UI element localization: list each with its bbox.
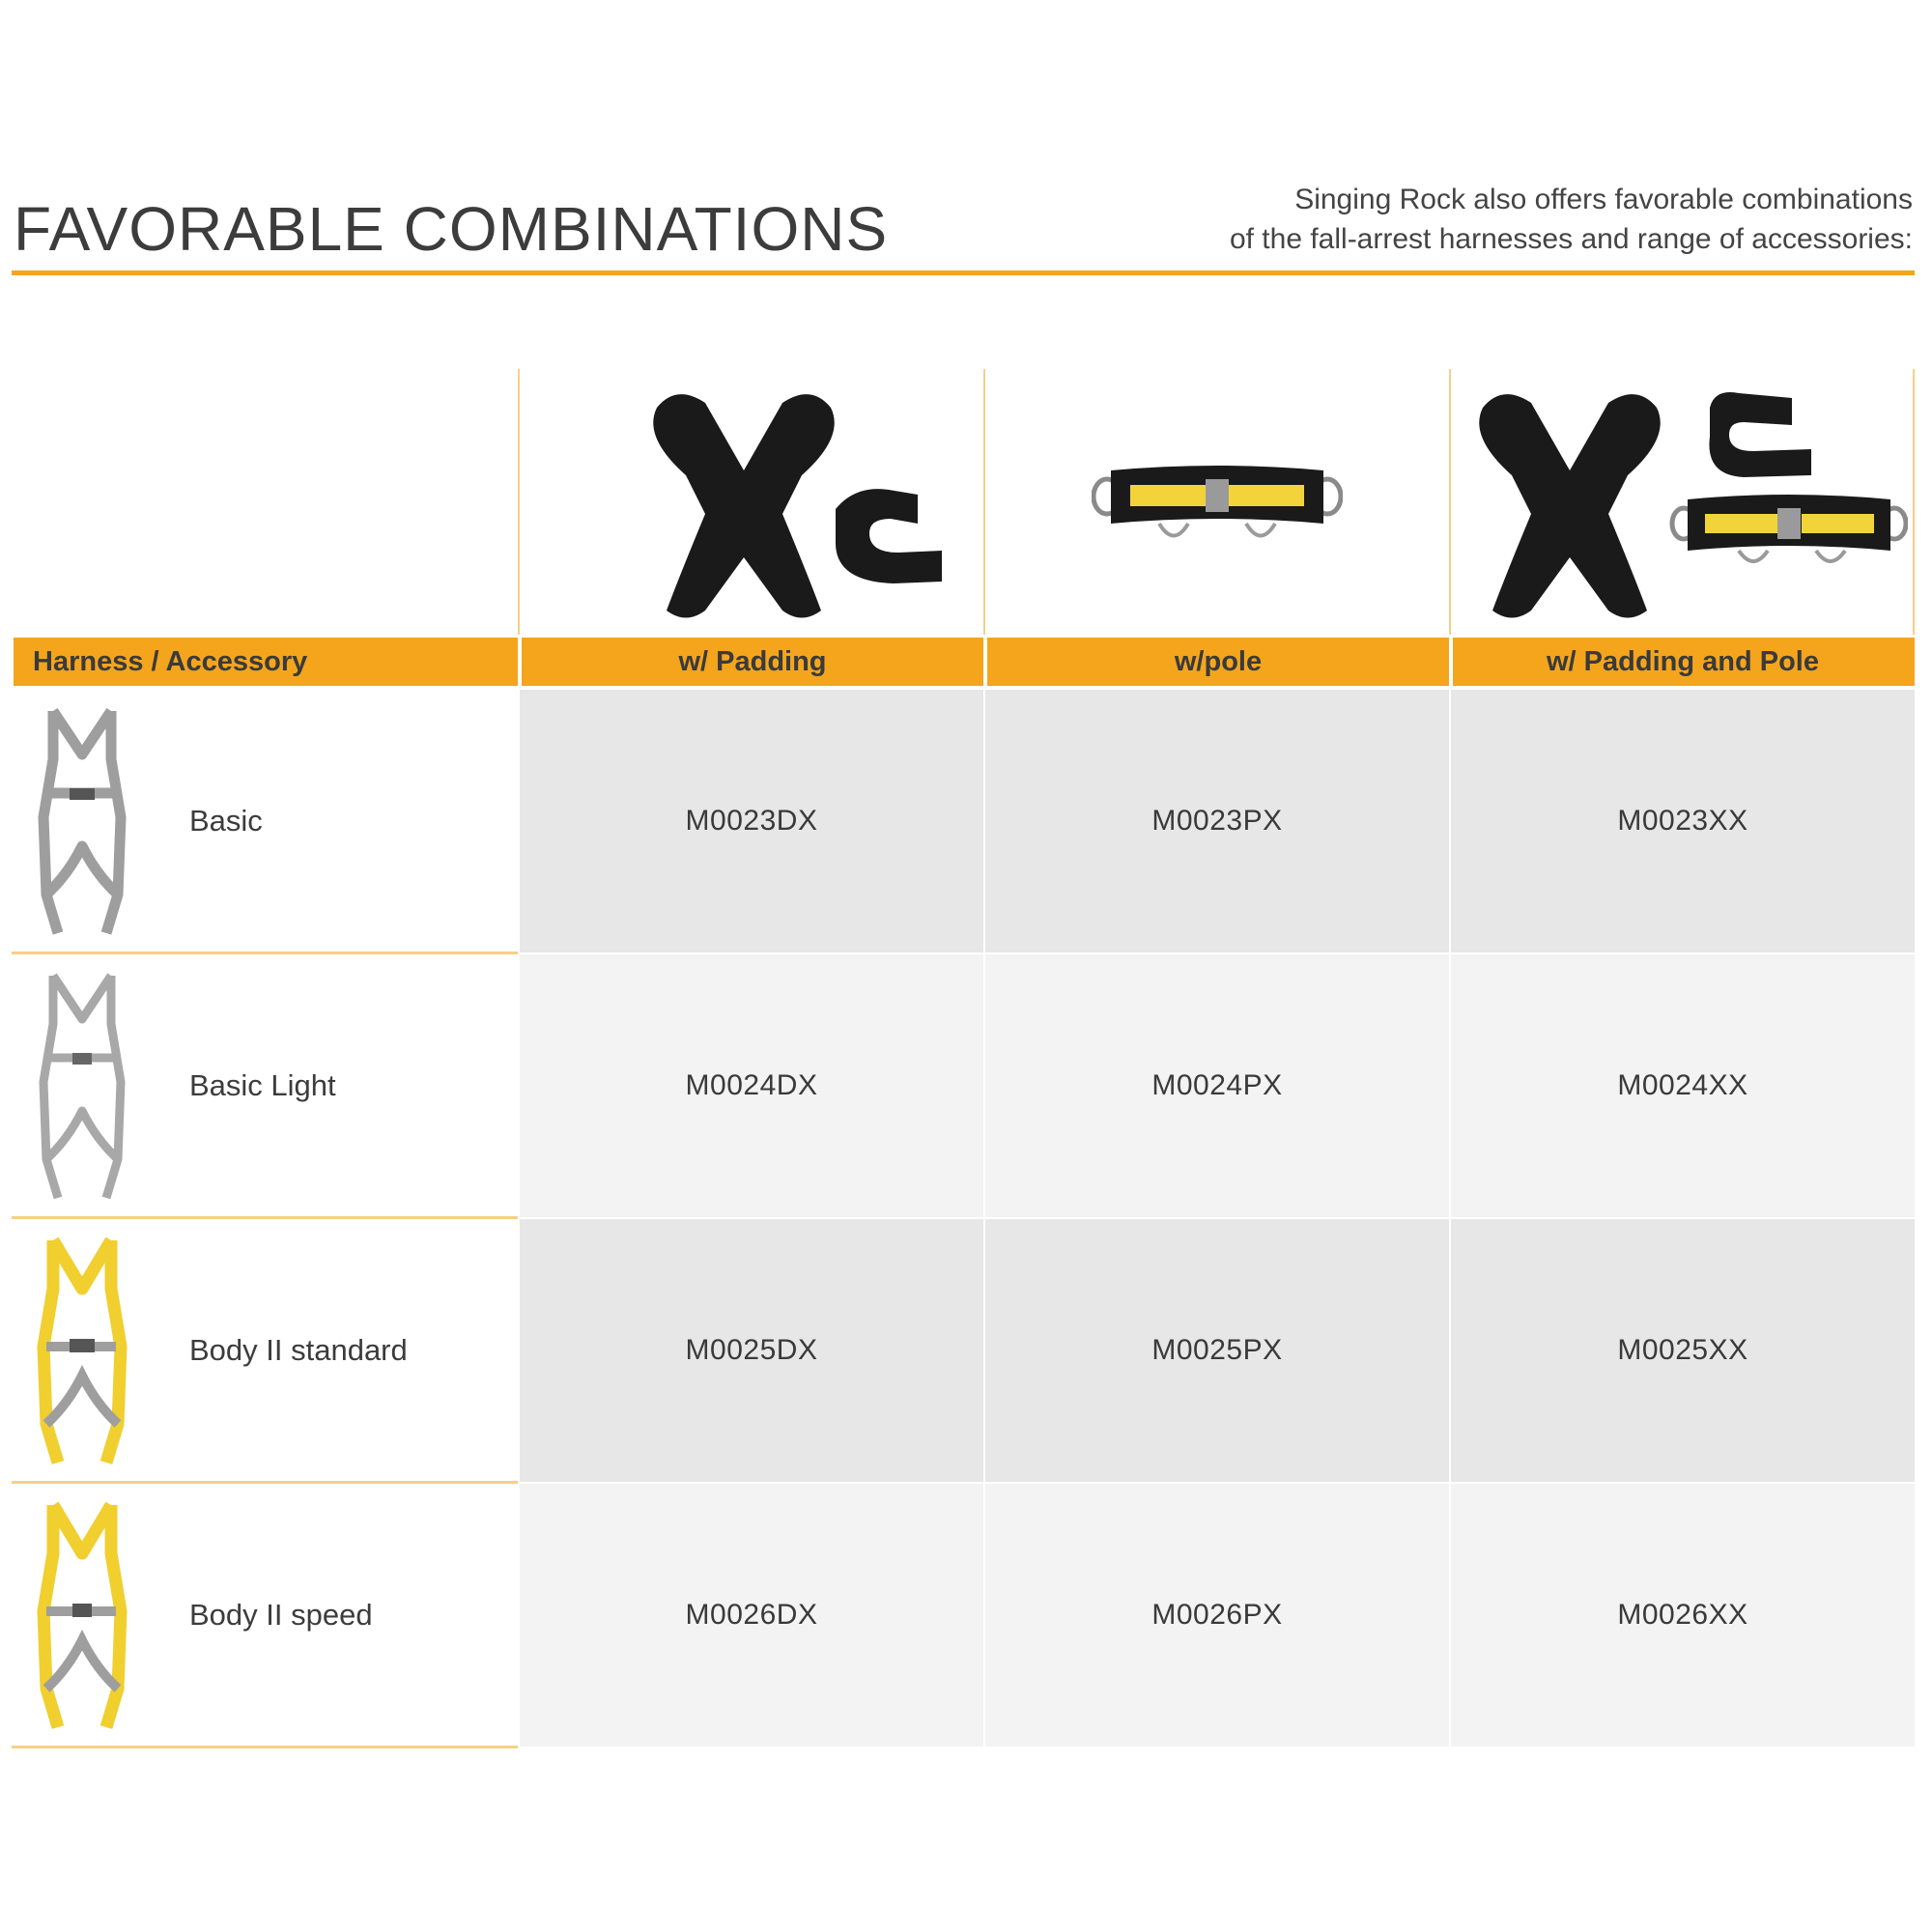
product-code: M0024DX: [520, 954, 983, 1217]
gray-harness-icon: [29, 966, 135, 1208]
harness-name: Body II speed: [189, 1598, 373, 1632]
table-row: [0, 1219, 1932, 1482]
padding-icon: [638, 379, 947, 630]
padding-and-pole-icon: [1463, 379, 1908, 630]
product-code: M0024PX: [985, 954, 1449, 1217]
product-code: M0026PX: [985, 1484, 1449, 1747]
column-divider: [1449, 369, 1451, 635]
header-harness-accessory: Harness / Accessory: [33, 646, 308, 677]
column-divider: [1913, 369, 1915, 635]
product-code: M0024XX: [1451, 954, 1915, 1217]
product-code: M0023XX: [1451, 690, 1915, 952]
harness-name: Body II standard: [189, 1333, 408, 1367]
product-code: M0023DX: [520, 690, 983, 952]
intro-line-2: of the fall-arrest harnesses and range of accessories:: [1229, 223, 1913, 255]
product-code: M0025XX: [1451, 1219, 1915, 1482]
header-with-padding-and-pole: w/ Padding and Pole: [1547, 646, 1819, 677]
row-rule: [12, 1746, 518, 1748]
gray-harness-icon: [29, 701, 135, 943]
product-code: M0026XX: [1451, 1484, 1915, 1747]
table-row: [0, 954, 1932, 1217]
intro-line-1: Singing Rock also offers favorable combinations: [1294, 184, 1913, 215]
column-divider: [983, 369, 985, 635]
title-rule: [12, 270, 1915, 275]
header-with-padding: w/ Padding: [678, 646, 827, 677]
product-code: M0025PX: [985, 1219, 1449, 1482]
product-code: M0023PX: [985, 690, 1449, 952]
yellow-harness-icon: [29, 1495, 135, 1737]
yellow-harness-icon: [29, 1231, 135, 1472]
table-row: [0, 690, 1932, 952]
intro-text: [1179, 180, 1913, 259]
product-code: M0026DX: [520, 1484, 983, 1747]
column-divider: [518, 369, 520, 635]
harness-name: Basic: [189, 804, 263, 838]
pole-icon: [1092, 379, 1343, 630]
header-with-pole: w/pole: [1174, 646, 1263, 677]
table-row: [0, 1484, 1932, 1747]
page-title: FAVORABLE COMBINATIONS: [14, 194, 889, 264]
harness-name: Basic Light: [189, 1068, 336, 1102]
product-code: M0025DX: [520, 1219, 983, 1482]
